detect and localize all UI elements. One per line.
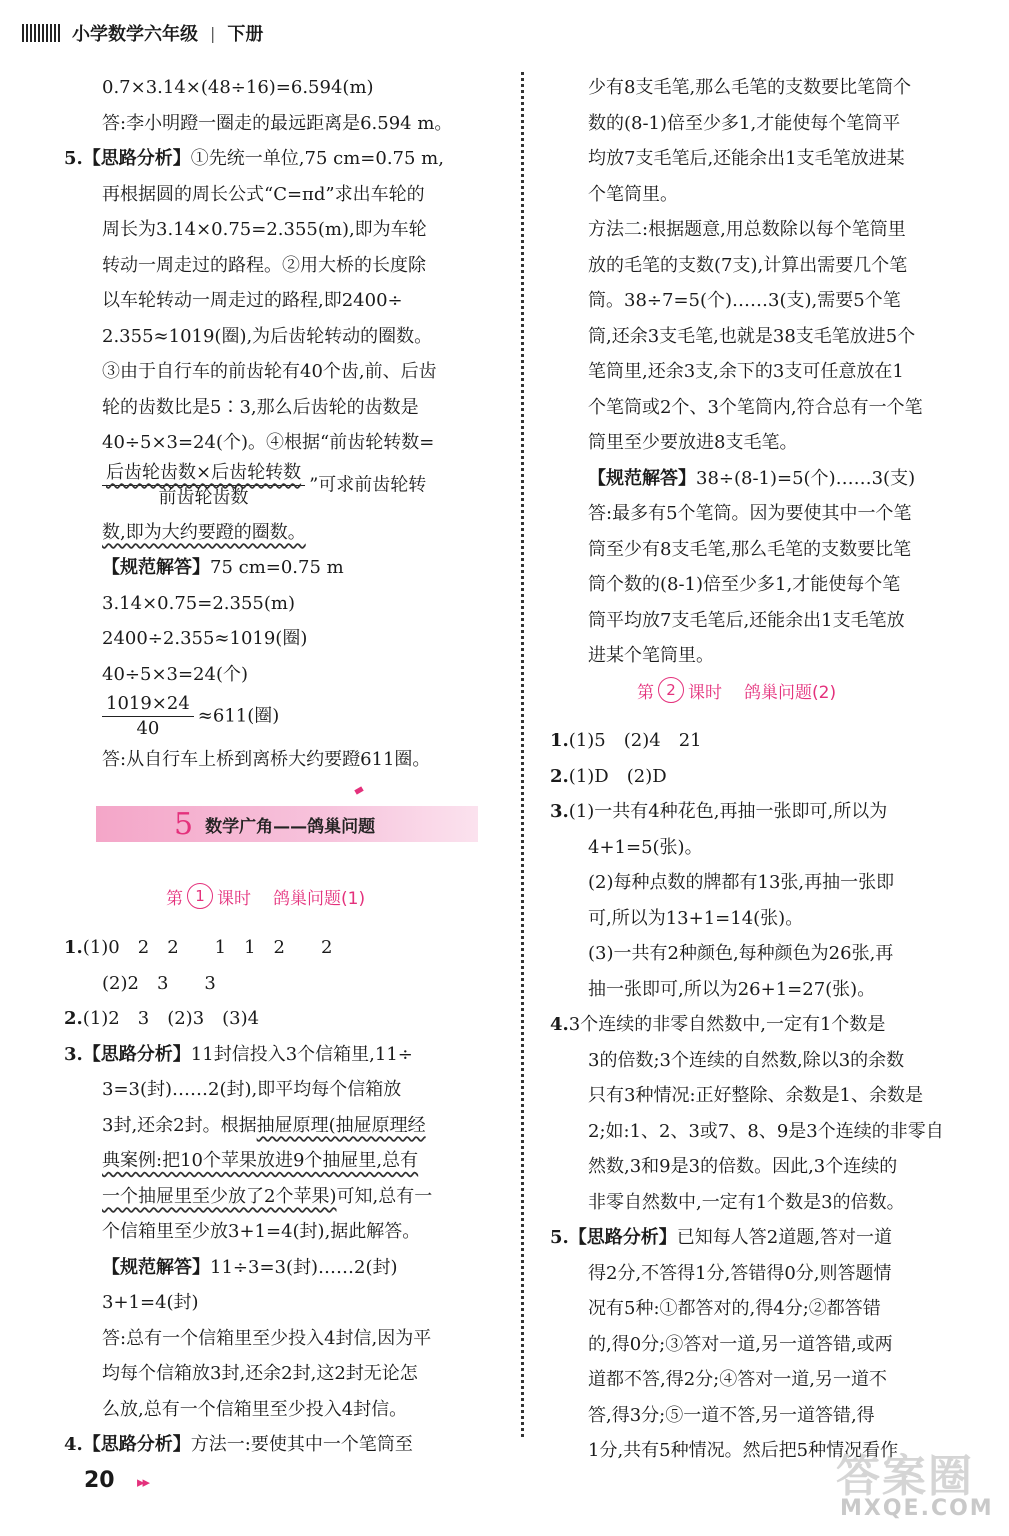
solution-tag: 【规范解答】 — [588, 467, 696, 489]
text-line: 方法一:要使其中一个笔筒至 — [190, 1434, 413, 1455]
text-line: 3=3(封)……2(封),即平均每个信箱放 — [102, 1079, 402, 1100]
text-line: 答:总有一个信箱里至少投入4封信,因为平 — [102, 1327, 432, 1349]
fraction — [102, 692, 194, 741]
book-title: 小学数学六年级 — [72, 24, 198, 45]
text-line — [64, 1108, 504, 1144]
lesson-number-circle: 1 — [187, 883, 213, 909]
text-line: 以车轮转动一周走过的路程,即2400÷ — [102, 290, 403, 311]
text-line: 筒,还余3支毛笔,也就是38支毛笔放进5个 — [588, 325, 916, 347]
fraction-denominator: 40 — [136, 718, 160, 739]
text-line: 轮的齿数比是5∶3,那么后齿轮的齿数是 — [102, 396, 419, 418]
answer-text: (2)2 3 3 — [102, 972, 216, 994]
text-line: 再根据圆的周长公式“C=πd”求出车轮的 — [102, 183, 425, 205]
text-line: 答:李小明蹬一圈走的最远距离是6.594 m。 — [102, 112, 453, 134]
fraction-denominator: 前齿轮齿数 — [158, 486, 249, 508]
fraction — [102, 461, 305, 510]
text-line: 0.7×3.14×(48÷16)=6.594(m) — [102, 77, 374, 98]
lesson-heading-1 — [166, 883, 365, 909]
watermark-url: MXQE.COM — [840, 1496, 994, 1521]
text-line: 2400÷2.355≈1019(圈) — [102, 628, 308, 649]
text-line: 2;如:1、2、3或7、8、9是3个连续的非零自 — [588, 1120, 944, 1142]
lesson-number-circle: 2 — [658, 677, 684, 703]
answer-text: (1)2 3 (2)3 (3)4 — [82, 1008, 260, 1029]
unit-banner — [96, 806, 478, 842]
answer-line: 答:从自行车上桥到离桥大约要蹬611圈。 — [102, 749, 431, 770]
text-line: 道都不答,得2分;④答对一道,另一道不 — [588, 1369, 887, 1390]
page-number: 20 — [84, 1468, 115, 1493]
question-number: 3. — [550, 801, 569, 822]
text-line: 已知每人答2道题,答对一道 — [676, 1227, 892, 1248]
fraction-line — [64, 692, 504, 742]
question-number: 3. — [64, 1043, 83, 1065]
text-segment: 可知,总有一 — [336, 1185, 433, 1207]
text-line: (3)一共有2种颜色,每种颜色为26张,再 — [588, 943, 894, 964]
answer-text: (1)D (2)D — [568, 765, 667, 787]
question-number: 1. — [64, 937, 83, 958]
question-number: 1. — [550, 730, 569, 751]
text-line: 筒里至少要放进8支毛笔。 — [588, 432, 798, 453]
question-number: 4. — [64, 1434, 83, 1455]
text-line: ③由于自行车的前齿轮有40个齿,前、后齿 — [102, 361, 437, 382]
text-line: 方法二:根据题意,用总数除以每个笔筒里 — [588, 219, 906, 240]
text-line: (2)每种点数的牌都有13张,再抽一张即 — [588, 872, 895, 893]
question-3-analysis — [64, 1037, 504, 1073]
arrow-decoration-icon: ▸▸ — [137, 1473, 149, 1491]
text-line: 然数,3和9是3的倍数。因此,3个连续的 — [588, 1156, 898, 1177]
answer-text: (1)0 2 2 1 1 2 2 — [82, 937, 333, 958]
text-line: ①先统一单位,75 cm=0.75 m, — [190, 148, 444, 169]
text-line: 答,得3分;⑤一道不答,另一道答错,得 — [588, 1404, 875, 1426]
text-line: 3+1=4(封) — [102, 1292, 199, 1313]
fraction-line — [64, 461, 504, 515]
text-line: 么放,总有一个信箱里至少投入4封信。 — [102, 1398, 408, 1420]
underlined-text: 典案例:把10个苹果放进9个抽屉里,总有 — [102, 1150, 419, 1171]
lesson-prefix: 第 — [637, 682, 654, 703]
text-line: 放的毛笔的支数(7支),计算出需要几个笔 — [588, 254, 908, 276]
lesson-suffix: 课时 — [217, 888, 251, 909]
text-line — [64, 515, 504, 551]
text-line: 2.355≈1019(圈),为后齿轮转动的圈数。 — [102, 325, 433, 347]
lesson-prefix: 第 — [166, 888, 183, 909]
text-line: 可,所以为13+1=14(张)。 — [588, 907, 804, 929]
text-line — [64, 1143, 504, 1179]
text-line: 筒。38÷7=5(个)……3(支),需要5个笔 — [588, 290, 901, 311]
text-line: 得2分,不答得1分,答错得0分,则答题情 — [588, 1262, 892, 1284]
text-line: 40÷5×3=24(个) — [102, 663, 249, 685]
page-header — [22, 18, 263, 48]
answer-text: (1)一共有4种花色,再抽一张即可,所以为 — [568, 801, 888, 822]
text-line: 周长为3.14×0.75=2.355(m),即为车轮 — [102, 219, 427, 240]
text-line: 转动一周走过的路程。②用大桥的长度除 — [102, 254, 426, 276]
watermark — [828, 1440, 994, 1526]
question-number: 5. — [550, 1227, 569, 1248]
unit-number: 5 — [174, 806, 194, 842]
text-line: 筒个数的(8-1)倍至少多1,才能使每个笔 — [588, 574, 901, 595]
question-4-analysis — [64, 1427, 504, 1463]
text-line: 11封信投入3个信箱里,11÷ — [190, 1043, 413, 1065]
text-line: 筒平均放7支毛笔后,还能余出1支毛笔放 — [588, 609, 905, 631]
answer-text: (1)5 (2)4 21 — [568, 730, 702, 751]
text-line: 个信箱里至少放3+1=4(封),据此解答。 — [102, 1221, 421, 1242]
text-line: 的,得0分;③答对一道,另一道答错,或两 — [588, 1333, 893, 1355]
unit-title: 数学广角——鸽巢问题 — [205, 816, 376, 837]
text-line: 笔筒里,还余3支,余下的3支可任意放在1 — [588, 361, 904, 382]
analysis-tag: 【思路分析】 — [82, 1043, 191, 1065]
text-line: 个笔筒里。 — [588, 183, 678, 205]
text-line: 进某个笔筒里。 — [588, 645, 714, 666]
answer-item — [64, 930, 504, 966]
answer-item — [64, 1001, 504, 1037]
lesson-suffix: 课时 — [688, 682, 722, 703]
text-line: 11÷3=3(封)……2(封) — [210, 1256, 398, 1278]
text-line: 4+1=5(张)。 — [588, 836, 703, 858]
text-line: ≈611(圈) — [197, 705, 280, 727]
text-line: 非零自然数中,一定有1个数是3的倍数。 — [588, 1191, 905, 1213]
lesson-name: 鸽巢问题(2) — [744, 682, 837, 703]
watermark-text: 答案圈 — [836, 1451, 974, 1502]
answer-item — [550, 794, 980, 830]
fraction-numerator: 1019×24 — [102, 692, 194, 717]
text-line: 少有8支毛笔,那么毛笔的支数要比笔筒个 — [588, 77, 912, 98]
text-line: 况有5种:①都答对的,得4分;②都答错 — [588, 1298, 881, 1319]
text-line: 抽一张即可,所以为26+1=27(张)。 — [588, 978, 876, 1000]
text-line — [64, 1179, 504, 1215]
text-line: 1分,共有5种情况。然后把5种情况看作 — [588, 1440, 899, 1461]
barcode-icon — [22, 24, 60, 42]
question-number: 2. — [550, 765, 569, 787]
question-5-analysis — [550, 1220, 980, 1256]
text-line: 38÷(8-1)=5(个)……3(支) — [696, 467, 916, 489]
lesson-name: 鸽巢问题(1) — [273, 888, 366, 909]
analysis-tag: 【思路分析】 — [82, 148, 191, 169]
right-column-lower — [550, 723, 980, 1469]
underlined-text: 数,即为大约要蹬的圈数。 — [102, 521, 306, 543]
lesson-heading-2 — [637, 677, 836, 703]
header-separator: | — [210, 23, 216, 43]
text-line: 只有3种情况:正好整除、余数是1、余数是 — [588, 1085, 923, 1106]
answer-item — [550, 759, 980, 795]
question-number: 2. — [64, 1008, 83, 1029]
solution-line — [550, 461, 980, 497]
text-line: 40÷5×3=24(个)。④根据“前齿轮转数= — [102, 432, 435, 453]
answer-text: 3个连续的非零自然数中,一定有1个数是 — [568, 1014, 886, 1035]
text-line: 数的(8-1)倍至少多1,才能使每个笔筒平 — [588, 112, 901, 134]
pencil-mark-icon — [354, 786, 363, 794]
solution-line — [64, 550, 504, 586]
left-column-lower — [64, 930, 504, 1463]
right-column — [550, 70, 980, 674]
text-segment: 3封,还余2封。根据 — [102, 1114, 257, 1136]
text-line: 答:最多有5个笔筒。因为要使其中一个笔 — [588, 503, 912, 524]
fraction-numerator: 后齿轮齿数×后齿轮转数 — [102, 461, 305, 486]
text-line: 均放7支毛笔后,还能余出1支毛笔放进某 — [588, 148, 905, 169]
question-5-analysis — [64, 141, 504, 177]
text-line: 个笔筒或2个、3个笔筒内,符合总有一个笔 — [588, 396, 923, 418]
analysis-tag: 【思路分析】 — [568, 1227, 677, 1248]
text-line: 均每个信箱放3封,还余2封,这2封无论怎 — [102, 1363, 418, 1384]
text-line: 3.14×0.75=2.355(m) — [102, 592, 295, 614]
text-line: 75 cm=0.75 m — [210, 557, 344, 578]
question-number: 5. — [64, 148, 83, 169]
question-number: 4. — [550, 1014, 569, 1035]
text-line: 3的倍数;3个连续的自然数,除以3的余数 — [588, 1049, 905, 1071]
analysis-tag: 【思路分析】 — [82, 1434, 191, 1455]
solution-tag: 【规范解答】 — [102, 557, 210, 578]
column-divider — [521, 72, 524, 1437]
answer-item — [64, 966, 504, 1002]
solution-line — [64, 1250, 504, 1286]
underlined-text: 一个抽屉里至少放了2个苹果) — [102, 1185, 337, 1207]
underlined-text: 抽屉原理(抽屉原理经 — [256, 1114, 426, 1136]
left-column — [64, 70, 504, 778]
text-line: 筒至少有8支毛笔,那么毛笔的支数要比笔 — [588, 538, 912, 560]
answer-item — [550, 1007, 980, 1043]
solution-tag: 【规范解答】 — [102, 1256, 210, 1278]
answer-item — [550, 723, 980, 759]
text-line: ”可求前齿轮转 — [309, 474, 427, 495]
book-volume: 下册 — [227, 24, 264, 45]
